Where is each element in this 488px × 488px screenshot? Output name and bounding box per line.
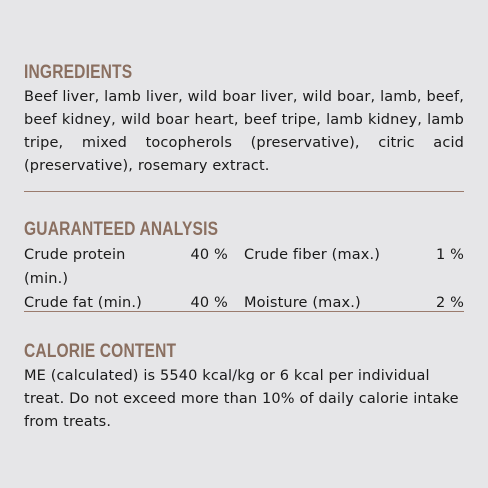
calorie-heading: CALORIE CONTENT <box>24 341 177 362</box>
ingredients-heading: INGREDIENTS <box>24 62 133 83</box>
analysis-value: 2 % <box>435 295 464 311</box>
analysis-label: Crude fat (min.) <box>24 295 142 311</box>
calorie-text: ME (calculated) is 5540 kcal/kg or 6 kcal per individual treat. Do not exceed more than 10% of daily calorie intake from treats. <box>24 368 459 430</box>
calorie-content-section <box>24 341 464 434</box>
analysis-value: 1 % <box>435 247 464 263</box>
guaranteed-analysis-section <box>24 219 464 315</box>
analysis-label: Crude protein (min.) <box>24 247 126 287</box>
analysis-table <box>24 243 464 315</box>
ingredients-section <box>24 62 464 178</box>
analysis-value: 40 % <box>190 295 228 311</box>
analysis-label: Moisture (max.) <box>244 295 361 311</box>
analysis-label: Crude fiber (max.) <box>244 247 381 263</box>
analysis-value: 40 % <box>190 247 228 263</box>
section-divider <box>24 191 464 192</box>
ingredients-text: Beef liver, lamb liver, wild boar liver, wild boar, lamb, beef, beef kidney, wild boar heart, beef tripe, lamb kidney, lamb tripe, mixed tocopherols (preservative), citric acid (preservative), rosemary extract. <box>24 89 464 174</box>
analysis-heading: GUARANTEED ANALYSIS <box>24 219 219 240</box>
section-divider <box>24 311 464 312</box>
